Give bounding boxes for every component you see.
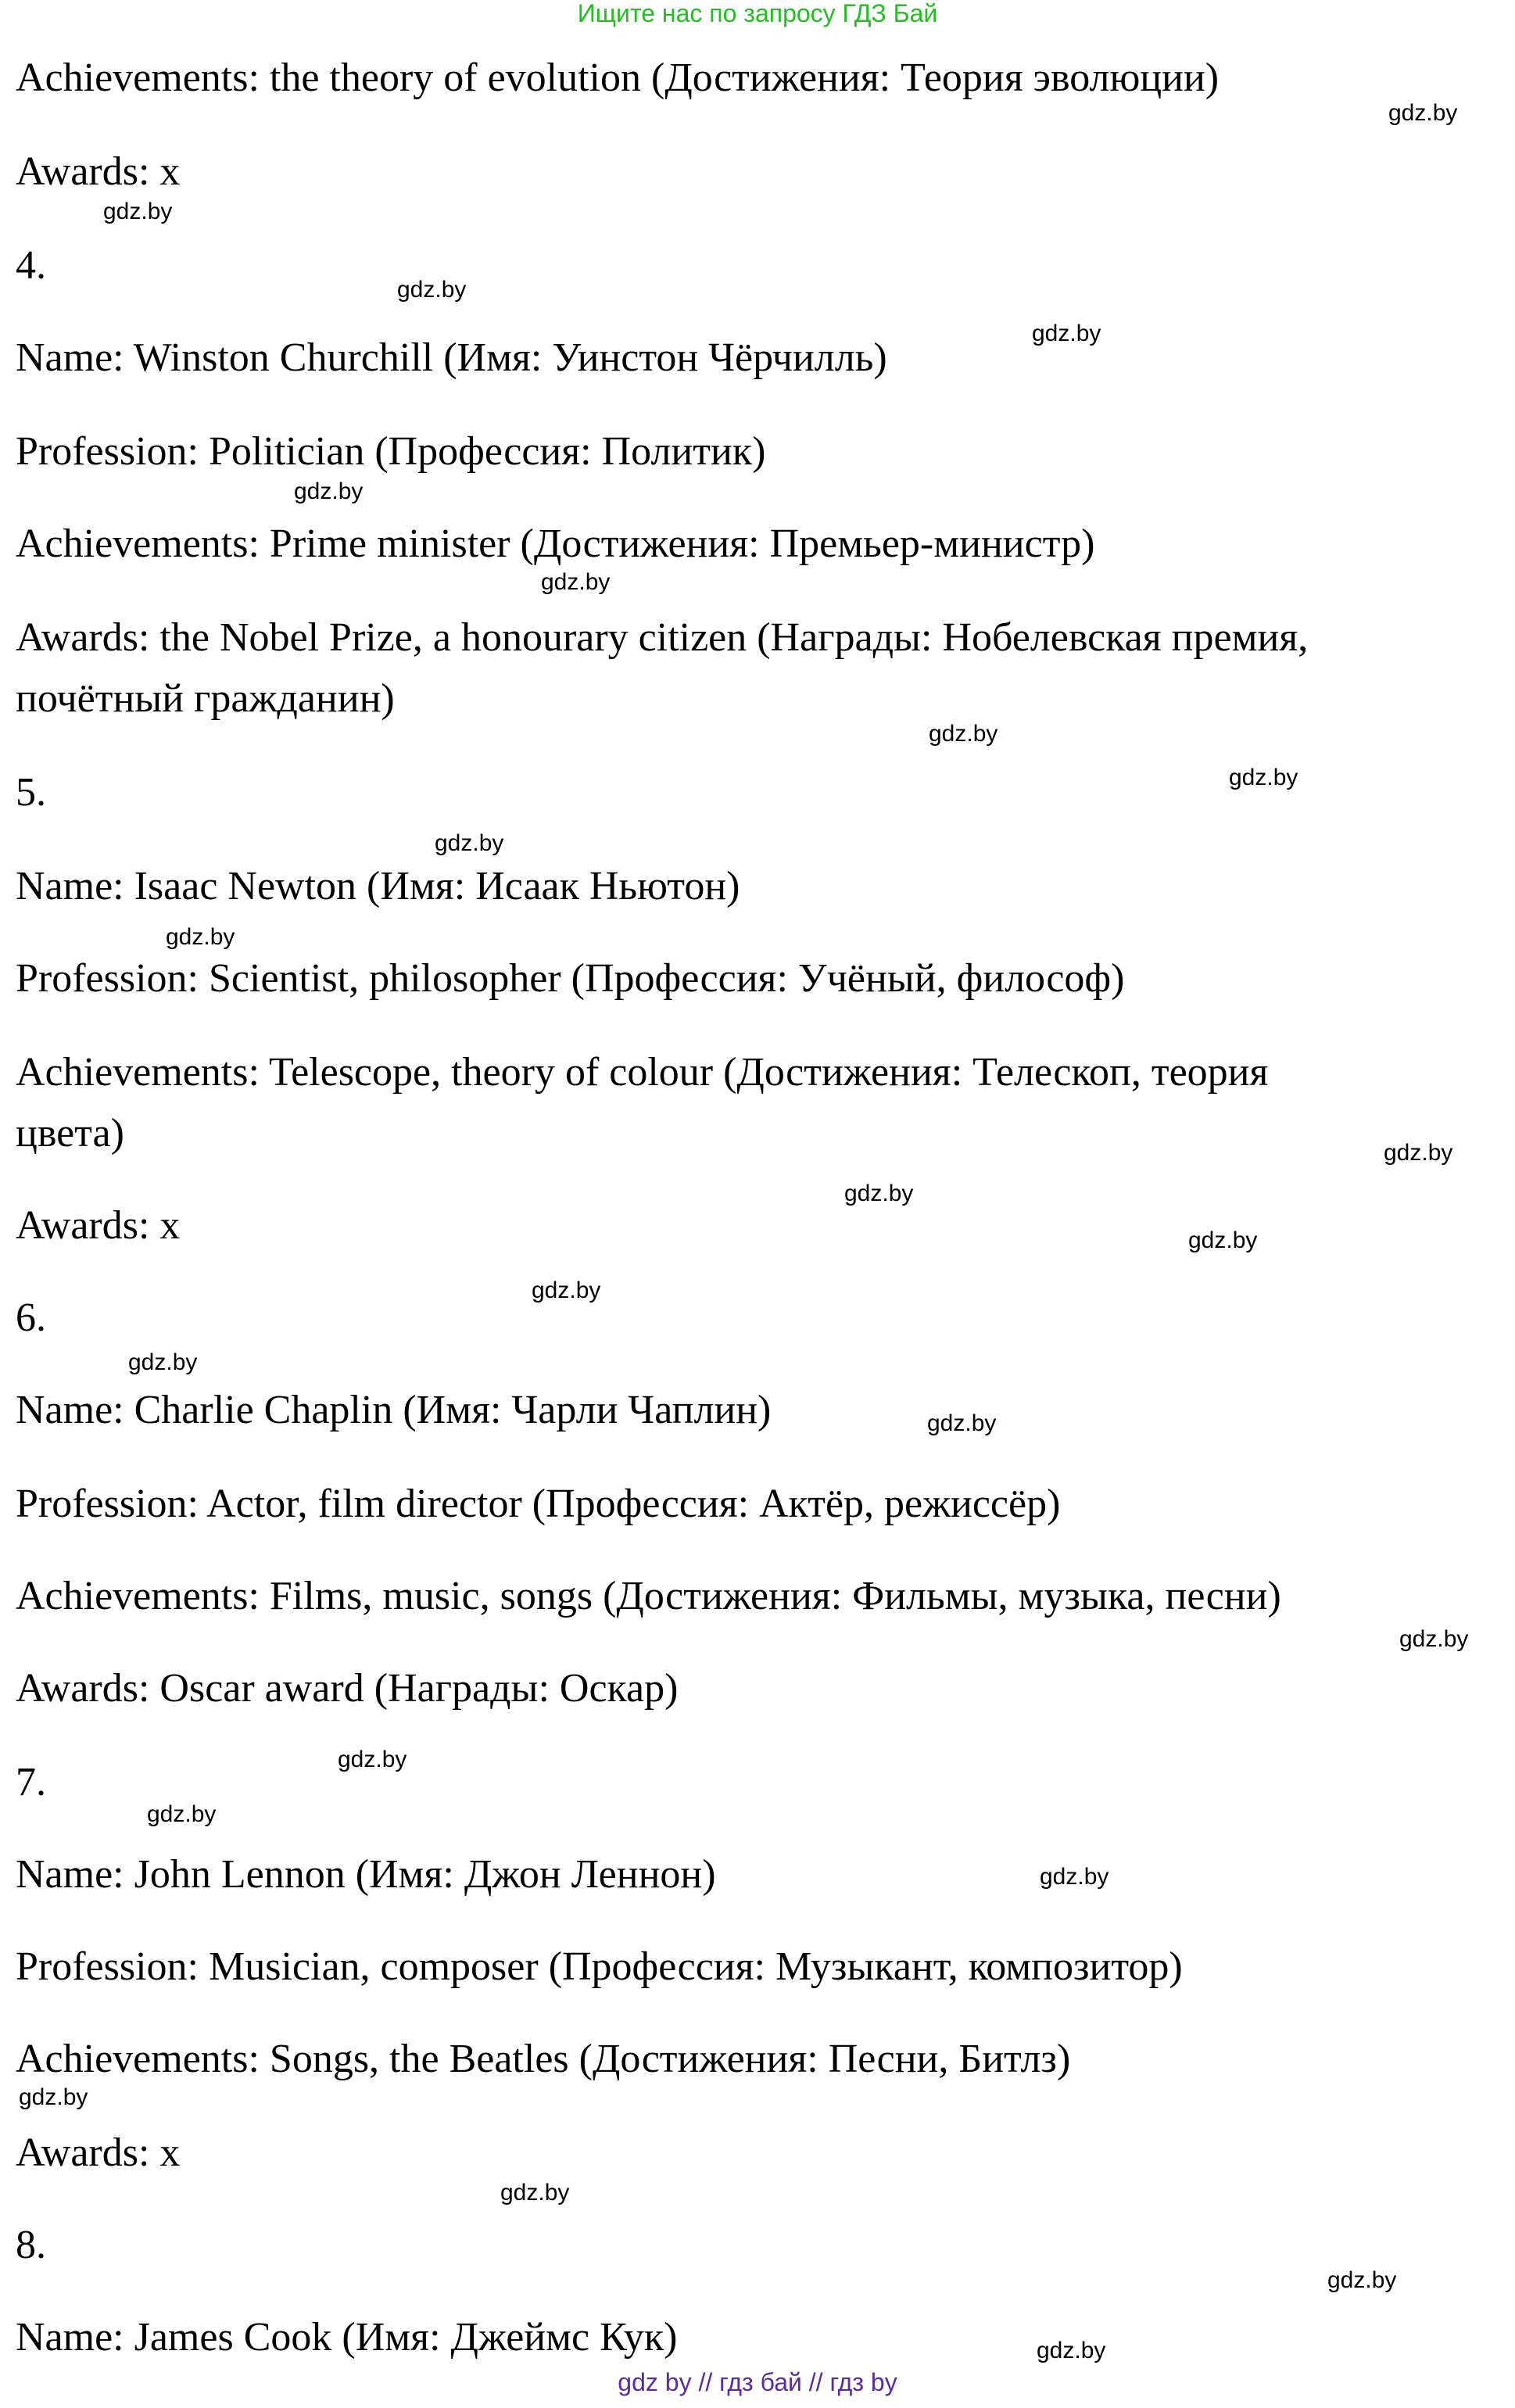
watermark: gdz.by <box>927 1410 997 1436</box>
name-newton: Name: Isaac Newton (Имя: Исаак Ньютон) <box>16 864 740 908</box>
achievements-newton-line2: цвета) <box>16 1111 124 1156</box>
achievements-newton-line1: Achievements: Telescope, theory of colour (Достижения: Телескоп, теория <box>16 1050 1269 1095</box>
name-chaplin: Name: Charlie Chaplin (Имя: Чарли Чаплин) <box>16 1388 772 1432</box>
watermark: gdz.by <box>1327 2267 1397 2293</box>
watermark: gdz.by <box>929 721 998 747</box>
awards-churchill-line2: почётный гражданин) <box>16 676 395 721</box>
watermark: gdz.by <box>1188 1227 1258 1253</box>
watermark: gdz.by <box>435 830 504 856</box>
watermark: gdz.by <box>397 277 467 303</box>
name-lennon: Name: John Lennon (Имя: Джон Леннон) <box>16 1852 716 1897</box>
awards-lennon: Awards: x <box>16 2130 181 2175</box>
awards-darwin: Awards: x <box>16 149 181 194</box>
watermark: gdz.by <box>338 1747 407 1772</box>
item-number-6: 6. <box>16 1295 46 1340</box>
watermark: gdz.by <box>1040 1864 1109 1890</box>
achievements-churchill: Achievements: Prime minister (Достижения: Премьер-министр) <box>16 521 1095 566</box>
watermark: gdz.by <box>166 924 235 950</box>
watermark: gdz.by <box>1037 2338 1106 2363</box>
achievements-lennon: Achievements: Songs, the Beatles (Достижения: Песни, Битлз) <box>16 2037 1071 2081</box>
watermark: gdz.by <box>1399 1626 1469 1652</box>
watermark: gdz.by <box>844 1181 914 1206</box>
achievements-darwin: Achievements: the theory of evolution (Достижения: Теория эволюции) <box>16 56 1220 100</box>
awards-churchill-line1: Awards: the Nobel Prize, a honourary citizen (Награды: Нобелевская премия, <box>16 615 1309 660</box>
search-hint-header: Ищите нас по запросу ГДЗ Бай <box>577 0 938 27</box>
item-number-5: 5. <box>16 770 46 815</box>
name-churchill: Name: Winston Churchill (Имя: Уинстон Чёрчилль) <box>16 335 887 380</box>
name-cook: Name: James Cook (Имя: Джеймс Кук) <box>16 2315 678 2360</box>
profession-newton: Profession: Scientist, philosopher (Профессия: Учёный, философ) <box>16 956 1125 1001</box>
awards-chaplin: Awards: Oscar award (Награды: Оскар) <box>16 1666 679 1711</box>
item-number-7: 7. <box>16 1760 46 1804</box>
watermark: gdz.by <box>1032 321 1101 346</box>
watermark: gdz.by <box>1229 765 1298 790</box>
item-number-4: 4. <box>16 243 46 288</box>
watermark: gdz.by <box>103 199 173 224</box>
achievements-chaplin: Achievements: Films, music, songs (Достижения: Фильмы, музыка, песни) <box>16 1574 1281 1618</box>
watermark: gdz.by <box>541 569 611 595</box>
profession-lennon: Profession: Musician, composer (Профессия: Музыкант, композитор) <box>16 1944 1183 1989</box>
watermark: gdz.by <box>1388 100 1458 126</box>
awards-newton: Awards: x <box>16 1203 181 1248</box>
watermark: gdz.by <box>128 1349 198 1375</box>
watermark: gdz.by <box>147 1801 217 1827</box>
item-number-8: 8. <box>16 2223 46 2267</box>
profession-chaplin: Profession: Actor, film director (Профессия: Актёр, режиссёр) <box>16 1482 1061 1526</box>
watermark: gdz.by <box>532 1277 601 1303</box>
watermark: gdz.by <box>500 2180 570 2206</box>
profession-churchill: Profession: Politician (Профессия: Политик) <box>16 429 766 474</box>
watermark: gdz.by <box>1384 1140 1453 1166</box>
watermark: gdz.by <box>19 2084 88 2110</box>
footer-links[interactable]: gdz by // гдз бай // гдз by <box>618 2368 897 2396</box>
watermark: gdz.by <box>294 478 364 504</box>
